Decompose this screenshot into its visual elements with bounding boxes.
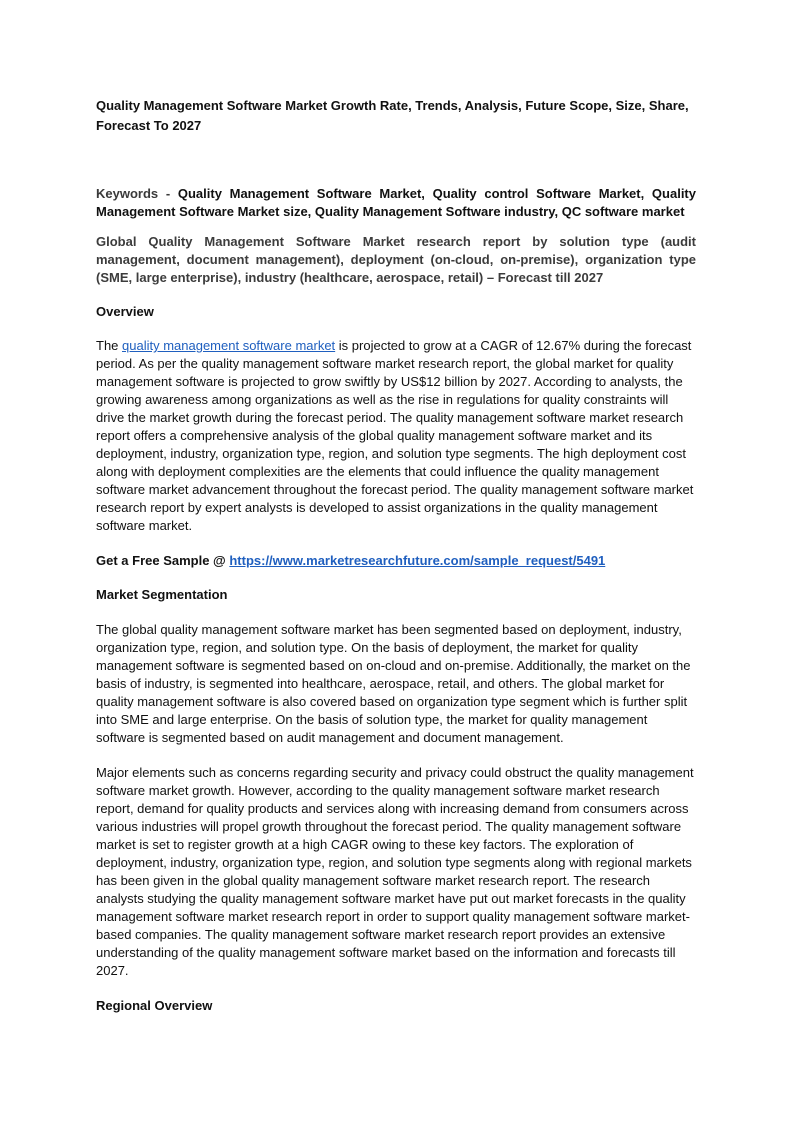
overview-rest: is projected to grow at a CAGR of 12.67% during the forecast period. As per the quality management software market research report, the global market for quality management software is projected to grow swiftly by US$12 billion by 2027. According to analysts, the growing awareness among organizations as well as the rise in regulations for quality constraints will drive the market growth during the forecast period. The quality management software market research report offers a comprehensive analysis of the global quality management software market and its deployment, industry, organization type, region, and solution type segments. The high deployment cost along with deployment complexities are the elements that could influence the quality management software market advancement throughout the forecast period. The quality management software market research report by expert analysts is developed to assist organizations in the quality management software market.: [96, 338, 694, 533]
document-page: [96, 96, 696, 1015]
overview-heading: Overview: [96, 304, 154, 319]
major-elements-paragraph: Major elements such as concerns regarding security and privacy could obstruct the quality management software market growth. However, according to the quality management software market research report, demand for quality products and services along with increasing demand from consumers across various industries will propel growth throughout the forecast period. The quality management software market is set to register growth at a high CAGR owing to these key factors. The exploration of deployment, industry, organization type, region, and solution type segments along with regional markets has been given in the global quality management software market research report. The research analysts studying the quality management software market have put out market forecasts in the quality management software market research report in order to support quality management software market-based companies. The quality management software market research report provides an extensive understanding of the quality management software market based on the information and forecasts till 2027.: [96, 765, 694, 978]
sample-request-link[interactable]: https://www.marketresearchfuture.com/sample_request/5491: [229, 553, 606, 568]
free-sample-line: [96, 552, 696, 570]
free-sample-label: Get a Free Sample @: [96, 553, 230, 568]
document-title: Quality Management Software Market Growth Rate, Trends, Analysis, Future Scope, Size, Share, Forecast To 2027: [96, 98, 689, 133]
segmentation-heading: Market Segmentation: [96, 587, 228, 602]
regional-overview-heading: Regional Overview: [96, 998, 213, 1013]
keywords-line: [96, 185, 696, 220]
keywords-label: Keywords -: [96, 186, 178, 201]
segmentation-paragraph: The global quality management software market has been segmented based on deployment, industry, organization type, region, and solution type. On the basis of deployment, the market for quality management software is segmented based on on-cloud and on-premise. Additionally, the market on the basis of industry, is segmented into healthcare, aerospace, retail, and others. The global market for quality management software is also covered based on organization type segment which is further split into SME and large enterprise. On the basis of solution type, the market for quality management software is segmented based on audit management and document management.: [96, 622, 691, 745]
report-subtitle: Global Quality Management Software Market research report by solution type (audit management, document management), deployment (on-cloud, on-premise), organization type (SME, large enterprise), industry (healthcare, aerospace, retail) – Forecast till 2027: [96, 234, 696, 285]
keywords-text: Quality Management Software Market, Quality control Software Market, Quality Management Software Market size, Quality Management Software industry, QC software market: [96, 186, 696, 219]
market-link[interactable]: quality management software market: [122, 338, 336, 353]
overview-lead: The: [96, 338, 123, 353]
overview-paragraph: [96, 337, 696, 535]
